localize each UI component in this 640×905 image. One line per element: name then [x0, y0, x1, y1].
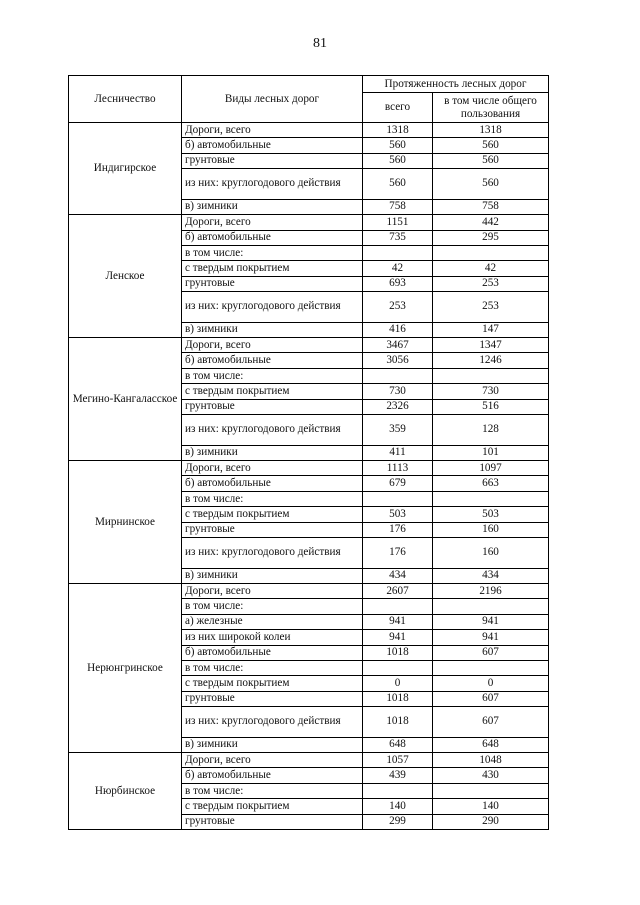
road-type-cell: из них: круглогодового действия [182, 415, 363, 446]
forest-roads-table [68, 75, 549, 830]
road-type-cell: Дороги, всего [182, 338, 363, 353]
public-length-cell: 442 [433, 215, 549, 230]
public-length-cell: 648 [433, 737, 549, 752]
header-total: всего [363, 93, 433, 123]
public-length-cell: 1097 [433, 461, 549, 476]
total-length-cell: 176 [363, 522, 433, 537]
total-length-cell: 416 [363, 322, 433, 337]
total-length-cell: 1018 [363, 707, 433, 738]
road-type-cell: Дороги, всего [182, 753, 363, 768]
total-length-cell: 941 [363, 614, 433, 629]
road-type-cell: грунтовые [182, 153, 363, 168]
total-length-cell [363, 660, 433, 675]
road-type-cell: Дороги, всего [182, 583, 363, 598]
total-length-cell: 735 [363, 230, 433, 245]
total-length-cell: 730 [363, 384, 433, 399]
road-type-cell: б) автомобильные [182, 230, 363, 245]
total-length-cell: 253 [363, 292, 433, 323]
total-length-cell: 2326 [363, 399, 433, 414]
public-length-cell: 147 [433, 322, 549, 337]
road-type-cell: грунтовые [182, 691, 363, 706]
total-length-cell [363, 783, 433, 798]
total-length-cell: 1018 [363, 645, 433, 660]
total-length-cell: 648 [363, 737, 433, 752]
public-length-cell: 160 [433, 522, 549, 537]
header-public: в том числе общего пользования [433, 93, 549, 123]
road-type-cell: в) зимники [182, 322, 363, 337]
public-length-cell: 663 [433, 476, 549, 491]
road-type-cell: б) автомобильные [182, 768, 363, 783]
total-length-cell: 560 [363, 138, 433, 153]
road-type-cell: в том числе: [182, 599, 363, 614]
page-number: 81 [313, 36, 327, 51]
public-length-cell [433, 245, 549, 260]
public-length-cell: 1318 [433, 123, 549, 138]
forestry-name: Индигирское [69, 123, 182, 215]
road-type-cell: с твердым покрытием [182, 676, 363, 691]
total-length-cell: 0 [363, 676, 433, 691]
public-length-cell: 503 [433, 507, 549, 522]
public-length-cell [433, 368, 549, 383]
table-row [69, 583, 549, 598]
total-length-cell: 1318 [363, 123, 433, 138]
total-length-cell [363, 491, 433, 506]
road-type-cell: грунтовые [182, 814, 363, 829]
road-type-cell: б) автомобильные [182, 138, 363, 153]
public-length-cell: 101 [433, 445, 549, 460]
total-length-cell: 503 [363, 507, 433, 522]
road-type-cell: в) зимники [182, 445, 363, 460]
public-length-cell: 434 [433, 568, 549, 583]
table-row [69, 461, 549, 476]
public-length-cell: 758 [433, 199, 549, 214]
road-type-cell: с твердым покрытием [182, 261, 363, 276]
total-length-cell: 1113 [363, 461, 433, 476]
road-type-cell: Дороги, всего [182, 215, 363, 230]
public-length-cell [433, 599, 549, 614]
road-type-cell: из них: круглогодового действия [182, 292, 363, 323]
public-length-cell [433, 491, 549, 506]
road-type-cell: с твердым покрытием [182, 799, 363, 814]
total-length-cell: 42 [363, 261, 433, 276]
forestry-name: Ленское [69, 215, 182, 338]
total-length-cell: 1018 [363, 691, 433, 706]
total-length-cell: 176 [363, 537, 433, 568]
table-row [69, 215, 549, 230]
road-type-cell: в) зимники [182, 568, 363, 583]
total-length-cell: 3056 [363, 353, 433, 368]
public-length-cell: 2196 [433, 583, 549, 598]
road-type-cell: б) автомобильные [182, 353, 363, 368]
road-type-cell: грунтовые [182, 399, 363, 414]
total-length-cell: 434 [363, 568, 433, 583]
total-length-cell: 693 [363, 276, 433, 291]
total-length-cell: 2607 [363, 583, 433, 598]
public-length-cell: 290 [433, 814, 549, 829]
road-type-cell: б) автомобильные [182, 476, 363, 491]
road-type-cell: а) железные [182, 614, 363, 629]
road-type-cell: с твердым покрытием [182, 507, 363, 522]
public-length-cell [433, 783, 549, 798]
road-type-cell: в) зимники [182, 199, 363, 214]
table-body [69, 123, 549, 830]
road-type-cell: в том числе: [182, 491, 363, 506]
road-type-cell: из них широкой колеи [182, 630, 363, 645]
forestry-name: Нерюнгринское [69, 583, 182, 752]
header-road-length: Протяженность лесных дорог [363, 76, 549, 93]
public-length-cell: 128 [433, 415, 549, 446]
total-length-cell: 411 [363, 445, 433, 460]
total-length-cell: 679 [363, 476, 433, 491]
public-length-cell: 253 [433, 276, 549, 291]
total-length-cell: 1057 [363, 753, 433, 768]
public-length-cell [433, 660, 549, 675]
public-length-cell: 607 [433, 645, 549, 660]
public-length-cell: 42 [433, 261, 549, 276]
road-type-cell: грунтовые [182, 522, 363, 537]
road-type-cell: Дороги, всего [182, 123, 363, 138]
table-row [69, 123, 549, 138]
public-length-cell: 730 [433, 384, 549, 399]
public-length-cell: 607 [433, 691, 549, 706]
public-length-cell: 1246 [433, 353, 549, 368]
public-length-cell: 295 [433, 230, 549, 245]
public-length-cell: 253 [433, 292, 549, 323]
public-length-cell: 1048 [433, 753, 549, 768]
road-type-cell: из них: круглогодового действия [182, 707, 363, 738]
total-length-cell [363, 599, 433, 614]
total-length-cell [363, 245, 433, 260]
road-type-cell: в том числе: [182, 783, 363, 798]
public-length-cell: 941 [433, 614, 549, 629]
total-length-cell: 359 [363, 415, 433, 446]
public-length-cell: 560 [433, 153, 549, 168]
road-type-cell: в том числе: [182, 368, 363, 383]
road-type-cell: грунтовые [182, 276, 363, 291]
total-length-cell: 560 [363, 169, 433, 200]
public-length-cell: 560 [433, 169, 549, 200]
total-length-cell: 140 [363, 799, 433, 814]
public-length-cell: 1347 [433, 338, 549, 353]
road-type-cell: в том числе: [182, 245, 363, 260]
public-length-cell: 607 [433, 707, 549, 738]
road-type-cell: Дороги, всего [182, 461, 363, 476]
total-length-cell: 941 [363, 630, 433, 645]
forestry-name: Нюрбинское [69, 753, 182, 830]
road-type-cell: из них: круглогодового действия [182, 169, 363, 200]
total-length-cell: 3467 [363, 338, 433, 353]
forestry-name: Мирнинское [69, 461, 182, 584]
public-length-cell: 941 [433, 630, 549, 645]
table-row [69, 338, 549, 353]
road-type-cell: с твердым покрытием [182, 384, 363, 399]
public-length-cell: 0 [433, 676, 549, 691]
total-length-cell: 299 [363, 814, 433, 829]
public-length-cell: 430 [433, 768, 549, 783]
road-type-cell: в том числе: [182, 660, 363, 675]
road-type-cell: из них: круглогодового действия [182, 537, 363, 568]
public-length-cell: 140 [433, 799, 549, 814]
public-length-cell: 560 [433, 138, 549, 153]
header-forestry: Лесничество [69, 76, 182, 123]
total-length-cell: 560 [363, 153, 433, 168]
public-length-cell: 516 [433, 399, 549, 414]
forestry-name: Мегино-Кангаласское [69, 338, 182, 461]
total-length-cell: 439 [363, 768, 433, 783]
total-length-cell: 1151 [363, 215, 433, 230]
road-type-cell: б) автомобильные [182, 645, 363, 660]
total-length-cell: 758 [363, 199, 433, 214]
table-row [69, 753, 549, 768]
total-length-cell [363, 368, 433, 383]
road-type-cell: в) зимники [182, 737, 363, 752]
public-length-cell: 160 [433, 537, 549, 568]
header-road-types: Виды лесных дорог [182, 76, 363, 123]
